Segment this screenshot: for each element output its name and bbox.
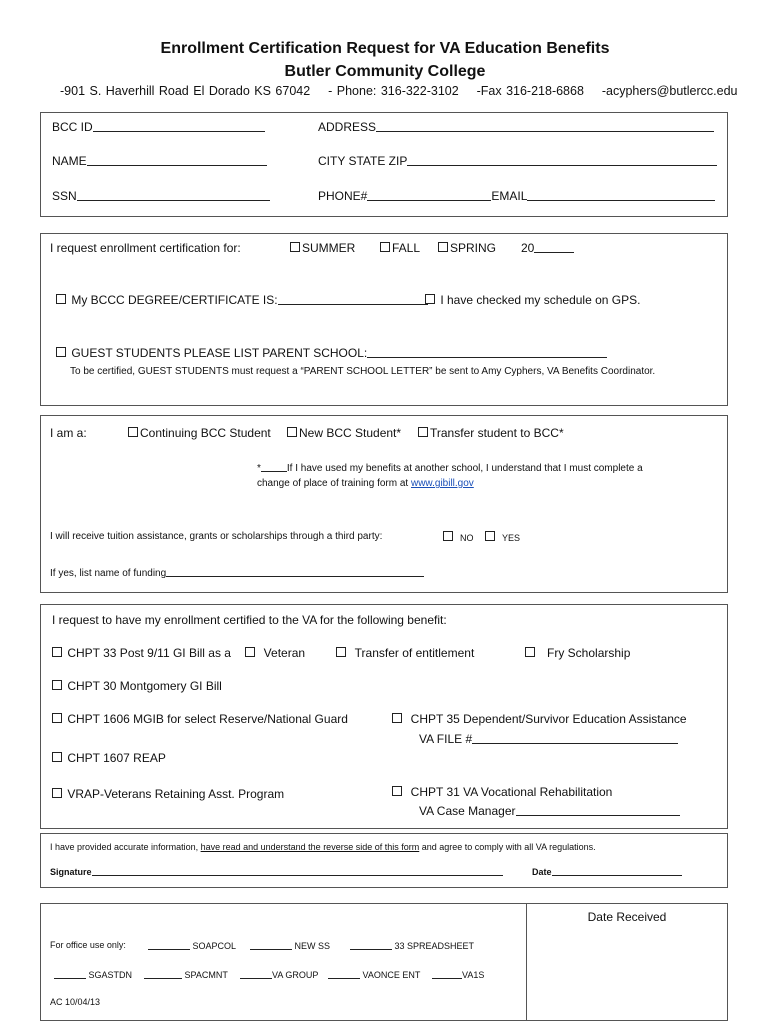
degree-label: My BCCC DEGREE/CERTIFICATE IS: xyxy=(71,293,278,307)
ch1606-checkbox[interactable] xyxy=(52,712,348,726)
yes-checkbox-icon xyxy=(485,531,495,541)
funding-label: If yes, list name of funding xyxy=(50,568,167,579)
fry-checkbox-icon xyxy=(525,647,535,657)
tuition-no-checkbox[interactable] xyxy=(443,531,474,543)
term-box xyxy=(40,233,728,406)
form-code: AC 10/04/13 xyxy=(50,997,101,1007)
city-state-zip-label: CITY STATE ZIP xyxy=(318,154,408,168)
name-field[interactable] xyxy=(52,154,267,168)
transfer-entitlement-checkbox-icon xyxy=(336,647,346,657)
ch35-checkbox[interactable] xyxy=(392,712,687,726)
tuition-assistance-label: I will receive tuition assistance, grants or scholarships through a third party: xyxy=(50,531,383,542)
address-label: ADDRESS xyxy=(318,120,377,134)
statement-pre: I have provided accurate information, xyxy=(50,842,201,852)
address-field[interactable] xyxy=(318,120,714,134)
ch31-checkbox[interactable] xyxy=(392,785,612,799)
college-fax: -Fax 316-218-6868 xyxy=(476,84,584,98)
office-use-label: For office use only: xyxy=(50,940,126,950)
va-file-label: VA FILE # xyxy=(419,732,473,746)
ch33-checkbox[interactable] xyxy=(52,646,231,660)
training-form-note-text: change of place of training form at xyxy=(257,478,409,489)
new-student-checkbox-icon xyxy=(287,427,297,437)
ch30-checkbox[interactable] xyxy=(52,679,222,693)
new-ss-label: NEW SS xyxy=(294,941,331,951)
summer-label: SUMMER xyxy=(302,241,356,255)
spacmnt-label: SPACMNT xyxy=(184,970,228,980)
gps-checkbox-icon xyxy=(425,294,435,304)
reverse-side-notice: have read and understand the reverse side of this form xyxy=(200,842,420,852)
vaonce-field[interactable] xyxy=(328,969,420,980)
ch31-checkbox-icon xyxy=(392,786,402,796)
no-label: NO xyxy=(460,533,474,543)
va-file-field[interactable] xyxy=(419,732,678,746)
prior-benefits-note-text: If I have used my benefits at another school, I understand that I must complete a xyxy=(286,463,643,474)
contact-line xyxy=(60,84,738,98)
benefit-request-label: I request to have my enrollment certified to the VA for the following benefit: xyxy=(52,613,447,627)
ch1607-checkbox-icon xyxy=(52,752,62,762)
guest-label: GUEST STUDENTS PLEASE LIST PARENT SCHOOL: xyxy=(71,346,368,360)
guest-note: To be certified, GUEST STUDENTS must request a “PARENT SCHOOL LETTER” be sent to Amy Cyphers, VA Benefits Coordinator. xyxy=(70,366,656,377)
ch35-label: CHPT 35 Dependent/Survivor Education Assistance xyxy=(410,712,687,726)
case-manager-field[interactable] xyxy=(419,804,680,818)
degree-field[interactable] xyxy=(56,293,428,307)
guest-field[interactable] xyxy=(56,346,607,360)
name-label: NAME xyxy=(52,154,87,168)
yes-label: YES xyxy=(502,533,521,543)
ssn-field[interactable] xyxy=(52,189,270,203)
ch30-checkbox-icon xyxy=(52,680,62,690)
ch1607-checkbox[interactable] xyxy=(52,751,166,765)
new-student-label: New BCC Student* xyxy=(299,426,402,440)
soapcol-field[interactable] xyxy=(148,940,236,951)
spacmnt-field[interactable] xyxy=(144,969,228,980)
fry-label: Fry Scholarship xyxy=(547,646,631,660)
continuing-label: Continuing BCC Student xyxy=(140,426,271,440)
college-name: Butler Community College xyxy=(284,63,486,80)
email-label: EMAIL xyxy=(491,189,528,203)
date-field[interactable] xyxy=(532,866,682,877)
accuracy-statement xyxy=(50,842,596,852)
form-title: Enrollment Certification Request for VA Education Benefits xyxy=(160,40,610,57)
no-checkbox-icon xyxy=(443,531,453,541)
bcc-id-label: BCC ID xyxy=(52,120,93,134)
vaonce-label: VAONCE ENT xyxy=(362,970,421,980)
va-group-field[interactable] xyxy=(240,969,318,980)
gibill-link[interactable]: www.gibill.gov xyxy=(410,478,474,489)
fry-checkbox[interactable] xyxy=(525,646,630,660)
year-field[interactable] xyxy=(521,241,574,255)
sgastdn-label: SGASTDN xyxy=(88,970,133,980)
soapcol-label: SOAPCOL xyxy=(192,941,237,951)
guest-checkbox-icon xyxy=(56,347,66,357)
signature-field[interactable] xyxy=(50,866,503,877)
new-ss-field[interactable] xyxy=(250,940,330,951)
va1s-field[interactable] xyxy=(432,969,484,980)
prior-benefits-note[interactable] xyxy=(257,460,643,474)
ch1606-checkbox-icon xyxy=(52,713,62,723)
bcc-id-field[interactable] xyxy=(52,120,265,134)
funding-field[interactable] xyxy=(50,565,424,579)
summer-checkbox[interactable] xyxy=(290,241,355,255)
vrap-label: VRAP-Veterans Retaining Asst. Program xyxy=(67,787,285,801)
ch30-label: CHPT 30 Montgomery GI Bill xyxy=(67,679,222,693)
new-student-checkbox[interactable] xyxy=(287,426,401,440)
spreadsheet-field[interactable] xyxy=(350,940,474,951)
veteran-checkbox-icon xyxy=(245,647,255,657)
date-label: Date xyxy=(532,867,552,877)
fall-label: FALL xyxy=(392,241,421,255)
college-phone: - Phone: 316-322-3102 xyxy=(328,84,459,98)
college-email: -acyphers@butlercc.edu xyxy=(601,84,738,98)
gps-checkbox[interactable] xyxy=(425,293,640,307)
transfer-label: Transfer student to BCC* xyxy=(430,426,564,440)
transfer-entitlement-checkbox[interactable] xyxy=(336,646,474,660)
tuition-yes-checkbox[interactable] xyxy=(485,531,520,543)
star-mark: * xyxy=(257,463,261,474)
college-address: -901 S. Haverhill Road El Dorado KS 67042 xyxy=(60,84,311,98)
transfer-entitlement-label: Transfer of entitlement xyxy=(354,646,475,660)
training-form-note xyxy=(257,478,474,489)
vrap-checkbox-icon xyxy=(52,788,62,798)
ch1607-label: CHPT 1607 REAP xyxy=(67,751,166,765)
continuing-checkbox-icon xyxy=(128,427,138,437)
veteran-checkbox[interactable] xyxy=(245,646,305,660)
ssn-label: SSN xyxy=(52,189,77,203)
va1s-label: VA1S xyxy=(462,970,485,980)
degree-checkbox-icon xyxy=(56,294,66,304)
city-state-zip-field[interactable] xyxy=(318,154,717,168)
spreadsheet-label: 33 SPREADSHEET xyxy=(394,941,475,951)
phone-label: PHONE# xyxy=(318,189,368,203)
iam-label: I am a: xyxy=(50,426,87,440)
year-label: 20 xyxy=(521,241,535,255)
transfer-checkbox-icon xyxy=(418,427,428,437)
ch33-checkbox-icon xyxy=(52,647,62,657)
va-group-label: VA GROUP xyxy=(272,970,319,980)
fall-checkbox[interactable] xyxy=(380,241,420,255)
summer-checkbox-icon xyxy=(290,242,300,252)
date-received-label: Date Received xyxy=(587,910,667,924)
gps-label: I have checked my schedule on GPS. xyxy=(440,293,641,307)
spring-checkbox-icon xyxy=(438,242,448,252)
veteran-label: Veteran xyxy=(263,646,306,660)
ch35-checkbox-icon xyxy=(392,713,402,723)
signature-label: Signature xyxy=(50,867,92,877)
term-request-label: I request enrollment certification for: xyxy=(50,241,241,255)
ch1606-label: CHPT 1606 MGIB for select Reserve/National Guard xyxy=(67,712,348,726)
vrap-checkbox[interactable] xyxy=(52,787,284,801)
statement-post: and agree to comply with all VA regulations. xyxy=(419,842,596,852)
case-manager-label: VA Case Manager xyxy=(419,804,516,818)
transfer-checkbox[interactable] xyxy=(418,426,564,440)
phone-email-field[interactable] xyxy=(318,189,715,203)
fall-checkbox-icon xyxy=(380,242,390,252)
continuing-checkbox[interactable] xyxy=(128,426,271,440)
spring-label: SPRING xyxy=(450,241,497,255)
sgastdn-field[interactable] xyxy=(54,969,132,980)
ch31-label: CHPT 31 VA Vocational Rehabilitation xyxy=(410,785,613,799)
spring-checkbox[interactable] xyxy=(438,241,496,255)
ch33-label: CHPT 33 Post 9/11 GI Bill as a xyxy=(67,646,231,660)
